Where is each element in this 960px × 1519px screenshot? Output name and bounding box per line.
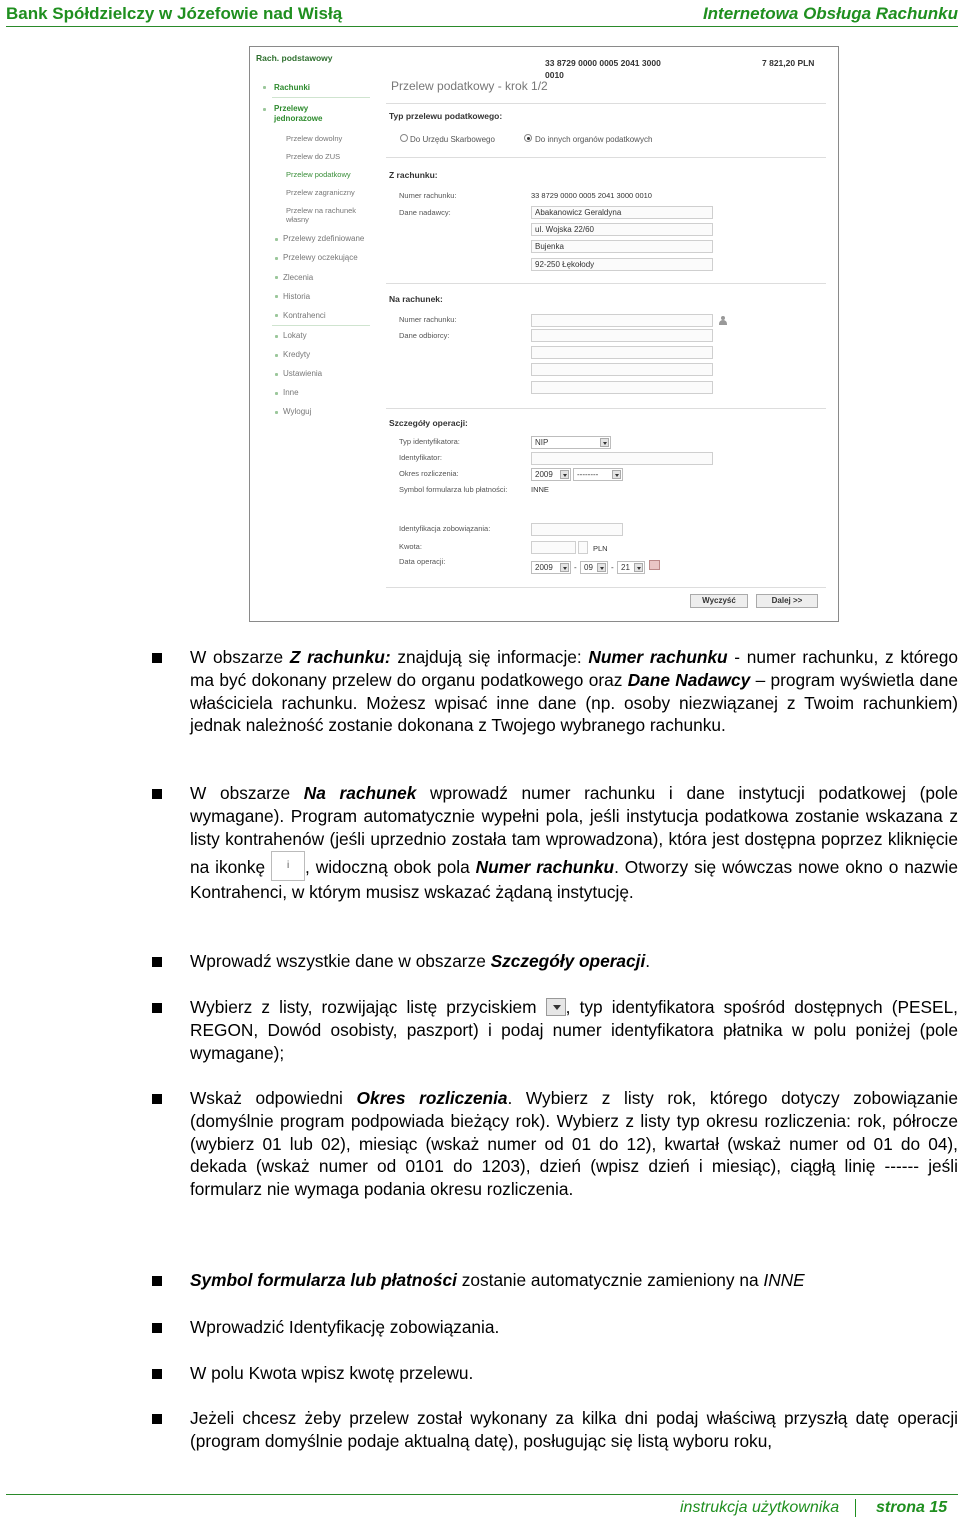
sender-city-input[interactable]: Bujenka <box>531 240 713 253</box>
footer-separator <box>855 1499 856 1517</box>
recipient-postal-input[interactable] <box>531 381 713 394</box>
calendar-icon[interactable] <box>649 560 660 570</box>
sidebar-item-przelewy-oczekujace[interactable]: Przelewy oczekujące <box>283 253 358 262</box>
sidebar-item-zlecenia[interactable]: Zlecenia <box>283 273 314 282</box>
paragraph-to-account: W obszarze Na rachunek wprowadź numer rachunku i dane instytucji podatkowej (pole wymagane). Program automatycznie wypełni pola, jeśli instytucja podatkowa zostanie wskazana z listy kontrahenów (jeśli uprzednio została tam wprowadzona), która jest dostępna poprzez kliknięcie na ikonkę i , widoczną obok pola Numer rachunku. Otworzy się wówczas nowe okno o nazwie Kontrahenci, w którym musisz wskazać żądaną instytucję. <box>190 783 959 902</box>
from-account-number-value: 33 8729 0000 0005 2041 3000 0010 <box>531 191 652 200</box>
dropdown-button-icon <box>546 998 566 1016</box>
sidebar-item-przelew-wlasny[interactable]: Przelew na rachunek własny <box>286 206 357 224</box>
sidebar-item-przelewy-jednorazowe[interactable]: Przelewy jednorazowe <box>274 104 323 123</box>
paragraph-id-type: Wybierz z listy, rozwijając listę przyciskiem , typ identyfikatora spośród dostępnych (PESEL, REGON, Dowód osobisty, paszport) i podaj numer identyfikatora płatnika w polu poniżej (pole wymagane); <box>190 997 958 1063</box>
radio-tax-office[interactable] <box>400 134 408 142</box>
radio-other-organs[interactable] <box>524 134 532 142</box>
header-account-suffix: 0010 <box>545 70 564 80</box>
date-separator-2: - <box>611 563 614 572</box>
paragraph-amount: W polu Kwota wpisz kwotę przelewu. <box>190 1363 474 1383</box>
sidebar-item-przelewy-zdefiniowane[interactable]: Przelewy zdefiniowane <box>283 234 365 243</box>
chevron-down-icon <box>560 470 569 479</box>
chevron-down-icon <box>597 563 606 572</box>
sidebar-item-lokaty[interactable]: Lokaty <box>283 331 307 340</box>
from-account-title: Z rachunku: <box>389 170 438 180</box>
embedded-screenshot <box>249 46 839 622</box>
bullet-6 <box>152 1276 162 1286</box>
bullet-2 <box>152 789 162 799</box>
footer-label: instrukcja użytkownika <box>680 1499 840 1516</box>
currency-label: PLN <box>593 544 608 553</box>
paragraph-from-account: W obszarze Z rachunku: znajdują się informacje: Numer rachunku - numer rachunku, z którego ma być dokonany przelew do organu podatkowego oraz Dane Nadawcy – program wyświetla dane właściciela rachunku. Możesz wpisać inne dane (np. osoby niezwiązanej z Twoim rachunkiem) jednak należność zostanie dokonana z Twojego wybranego rachunku. <box>190 647 958 736</box>
date-month-select[interactable] <box>580 561 608 574</box>
bullet-4 <box>152 1003 162 1013</box>
sidebar-item-przelew-zus[interactable]: Przelew do ZUS <box>286 152 341 161</box>
form-symbol-label: Symbol formularza lub płatności: <box>399 485 508 494</box>
obligation-input[interactable] <box>531 523 623 536</box>
chevron-down-icon <box>560 563 569 572</box>
paragraph-details: Wprowadź wszystkie dane w obszarze Szczegóły operacji. <box>190 951 651 971</box>
sidebar-item-historia[interactable]: Historia <box>283 292 311 301</box>
bullet-5 <box>152 1094 162 1104</box>
sender-data-label: Dane nadawcy: <box>399 208 451 217</box>
identifier-input[interactable] <box>531 452 713 465</box>
date-year-select[interactable] <box>531 561 571 574</box>
date-day-value: 21 <box>621 563 630 572</box>
period-year-select[interactable] <box>531 468 571 481</box>
chevron-down-icon <box>612 470 621 479</box>
document-header <box>6 0 958 27</box>
recipient-name-input[interactable] <box>531 329 713 342</box>
date-day-select[interactable] <box>617 561 645 574</box>
period-type-select[interactable] <box>573 468 623 481</box>
sender-name-input[interactable]: Abakanowicz Geraldyna <box>531 206 713 219</box>
bullet-3 <box>152 957 162 967</box>
paragraph-form-symbol: Symbol formularza lub płatności zostanie automatycznie zamieniony na INNE <box>190 1270 805 1290</box>
sidebar-item-inne[interactable]: Inne <box>283 388 299 397</box>
paragraph-period: Wskaż odpowiedni Okres rozliczenia. Wybierz z listy rok, którego dotyczy zobowiązanie (domyślnie program podpowiada bieżący rok). Wybierz z listy typ okresu rozliczenia: rok, półrocze (wybierz 01 lub 02), miesiąc (wskaż numer od 01 do 12), kwartał (wskaż numer od 01 do 04), dekada (wskaż numer od 0101 do 1203), dzień (wpisz dzień i miesiąc), ciągłą linię ------ jeśli formularz nie wymaga podania okresu rozliczenia. <box>190 1088 958 1200</box>
paragraph-date: Jeżeli chcesz żeby przelew został wykonany za kilka dni podaj właściwą przyszłą datę operacji (program domyślnie podaje aktualną datę), posługując się listą wyboru roku, <box>190 1408 958 1451</box>
footer-rule <box>6 1494 958 1495</box>
sidebar-item-przelew-podatkowy[interactable]: Przelew podatkowy <box>286 170 351 179</box>
header-balance: 7 821,20 PLN <box>762 58 815 68</box>
sender-street-input[interactable]: ul. Wojska 22/60 <box>531 223 713 236</box>
sidebar-account-label: Rach. podstawowy <box>256 53 333 63</box>
bullet-8 <box>152 1369 162 1379</box>
amount-input[interactable] <box>531 541 576 554</box>
date-label: Data operacji: <box>399 557 446 566</box>
to-account-number-label: Numer rachunku: <box>399 315 457 324</box>
sidebar-item-kredyty[interactable]: Kredyty <box>283 350 311 359</box>
sender-postal-input[interactable]: 92-250 Łękołody <box>531 258 713 271</box>
period-type-value: -------- <box>577 470 599 479</box>
id-type-value: NIP <box>535 438 549 447</box>
sidebar-item-przelew-zagraniczny[interactable]: Przelew zagraniczny <box>286 188 355 197</box>
transfer-type-title: Typ przelewu podatkowego: <box>389 111 503 121</box>
form-symbol-value: INNE <box>531 485 549 494</box>
footer-page-number: strona 15 <box>876 1499 948 1516</box>
bank-name: Bank Spółdzielczy w Józefowie nad Wisłą <box>6 4 343 23</box>
paragraph-obligation: Wprowadzić Identyfikację zobowiązania. <box>190 1317 500 1337</box>
contacts-icon: i <box>271 851 305 881</box>
service-name: Internetowa Obsługa Rachunku <box>702 4 958 23</box>
bullet-7 <box>152 1323 162 1333</box>
radio-other-organs-label: Do innych organów podatkowych <box>535 135 653 144</box>
details-title: Szczegóły operacji: <box>389 418 468 428</box>
identifier-label: Identyfikator: <box>399 453 442 462</box>
sidebar-item-przelew-dowolny[interactable]: Przelew dowolny <box>286 134 343 143</box>
from-account-number-label: Numer rachunku: <box>399 191 457 200</box>
period-label: Okres rozliczenia: <box>399 469 459 478</box>
bullet-1 <box>152 653 162 663</box>
amount-cents-input[interactable] <box>578 541 588 554</box>
recipient-city-input[interactable] <box>531 363 713 376</box>
sidebar-item-wyloguj[interactable]: Wyloguj <box>283 407 312 416</box>
recipient-data-label: Dane odbiorcy: <box>399 331 450 340</box>
id-type-select[interactable] <box>531 436 611 449</box>
date-month-value: 09 <box>584 563 593 572</box>
amount-label: Kwota: <box>399 542 422 551</box>
date-separator-1: - <box>574 563 577 572</box>
period-year-value: 2009 <box>535 470 553 479</box>
sidebar-item-ustawienia[interactable]: Ustawienia <box>283 369 323 378</box>
sidebar-item-kontrahenci[interactable]: Kontrahenci <box>283 311 326 320</box>
next-button[interactable]: Dalej >> <box>756 594 818 608</box>
bullet-9 <box>152 1414 162 1424</box>
chevron-down-icon <box>634 563 643 572</box>
recipient-street-input[interactable] <box>531 346 713 359</box>
contacts-icon[interactable] <box>719 316 727 325</box>
date-year-value: 2009 <box>535 563 553 572</box>
clear-button[interactable]: Wyczyść <box>690 594 748 608</box>
radio-tax-office-label: Do Urzędu Skarbowego <box>410 135 495 144</box>
to-account-number-input[interactable] <box>531 314 713 327</box>
chevron-down-icon <box>600 438 609 447</box>
to-account-title: Na rachunek: <box>389 294 443 304</box>
id-type-label: Typ identyfikatora: <box>399 437 460 446</box>
obligation-label: Identyfikacja zobowiązania: <box>399 524 491 533</box>
sidebar-item-rachunki[interactable]: Rachunki <box>274 83 311 92</box>
step-title: Przelew podatkowy - krok 1/2 <box>391 79 548 93</box>
header-account-number: 33 8729 0000 0005 2041 3000 <box>545 58 661 68</box>
